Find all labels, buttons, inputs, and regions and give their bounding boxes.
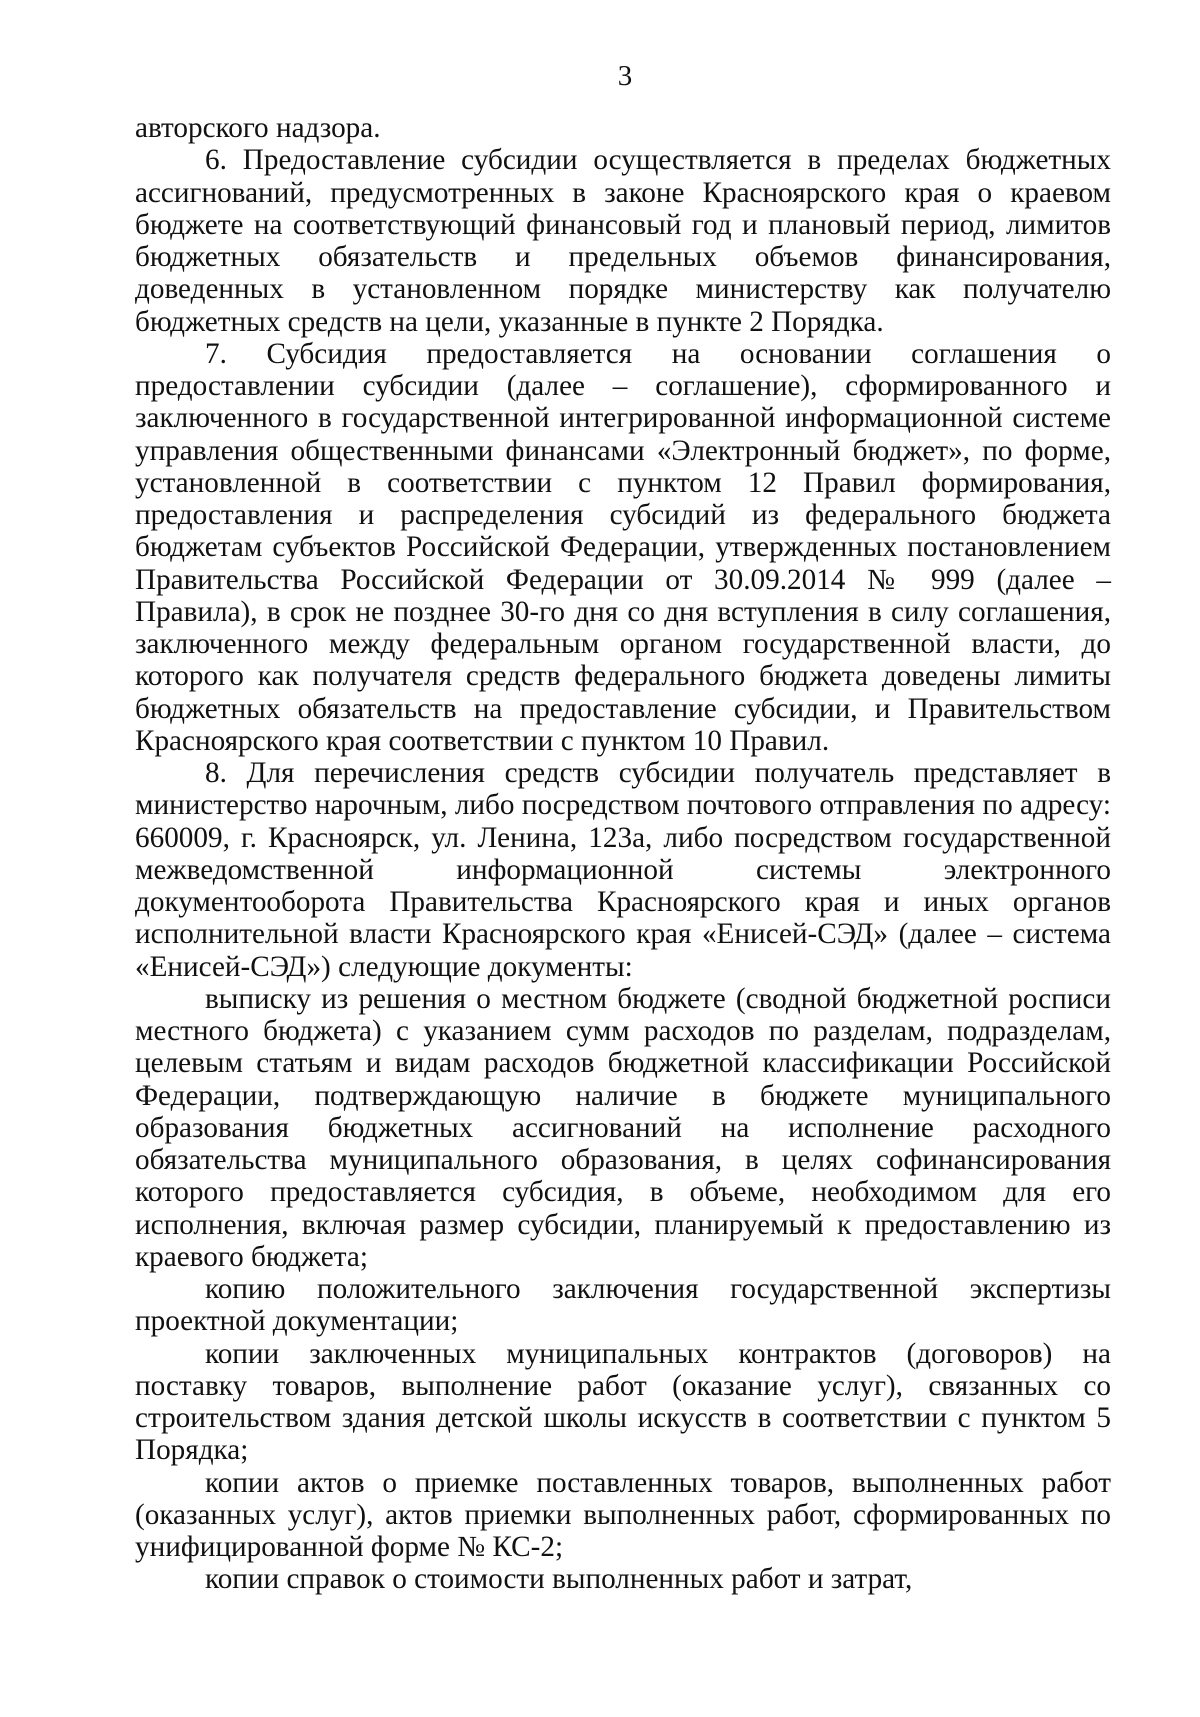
paragraph-item-6: 6. Предоставление субсидии осуществляется в пределах бюджетных ассигнований, предусмотренных в законе Красноярского края о краевом бюджете на соответствующий финансовый год и плановый период, лимитов бюджетных обязательств и предельных объемов финансирования, доведенных в установленном порядке министерству как получателю бюджетных средств на цели, указанные в пункте 2 Порядка.	[135, 144, 1111, 338]
paragraph-continuation: авторского надзора.	[135, 112, 381, 144]
paragraph-item-7: 7. Субсидия предоставляется на основании соглашения о предоставлении субсидии (далее – соглашение), сформированного и заключенного в государственной интегрированной информационной системе управления общественными финансами «Электронный бюджет», по форме, установленной в соответствии с пунктом 12 Правил формирования, предоставления и распределения субсидий из федерального бюджета бюджетам субъектов Российской Федерации, утвержденных постановлением Правительства Российской Федерации от 30.09.2014 № 999 (далее – Правила), в срок не позднее 30-го дня со дня вступления в силу соглашения, заключенного между федеральным органом государственной власти, до которого как получателя средств федерального бюджета доведены лимиты бюджетных обязательств на предоставление субсидии, и Правительством Красноярского края соответствии с пунктом 10 Правил.	[135, 337, 1111, 757]
document-list-item-contracts: копии заключенных муниципальных контрактов (договоров) на поставку товаров, выполнение работ (оказание услуг), связанных со строительством здания детской школы искусств в соответствии с пунктом 5 Порядка;	[135, 1337, 1111, 1467]
document-body	[135, 112, 1111, 1596]
document-list-item-acceptance-acts: копии актов о приемке поставленных товаров, выполненных работ (оказанных услуг), актов приемки выполненных работ, сформированных по унифицированной форме № КС-2;	[135, 1466, 1111, 1563]
document-list-item-budget-extract: выписку из решения о местном бюджете (сводной бюджетной росписи местного бюджета) с указанием сумм расходов по разделам, подразделам, целевым статьям и видам расходов бюджетной классификации Российской Федерации, подтверждающую наличие в бюджете муниципального образования бюджетных ассигнований на исполнение расходного обязательства муниципального образования, в целях софинансирования которого предоставляется субсидия, в объеме, необходимом для его исполнения, включая размер субсидии, планируемый к предоставлению из краевого бюджета;	[135, 982, 1111, 1273]
document-list-item-expertise: копию положительного заключения государственной экспертизы проектной документации;	[135, 1273, 1111, 1338]
page-number: 3	[617, 60, 633, 92]
paragraph-item-8: 8. Для перечисления средств субсидии получатель представляет в министерство нарочным, либо посредством почтового отправления по адресу: 660009, г. Красноярск, ул. Ленина, 123а, либо посредством государственной межведомственной информационной системы электронного документооборота Правительства Красноярского края и иных органов исполнительной власти Красноярского края «Енисей-СЭД» (далее – система «Енисей-СЭД») следующие документы:	[135, 757, 1111, 983]
document-list-item-cost-certificates: копии справок о стоимости выполненных работ и затрат,	[205, 1563, 913, 1596]
